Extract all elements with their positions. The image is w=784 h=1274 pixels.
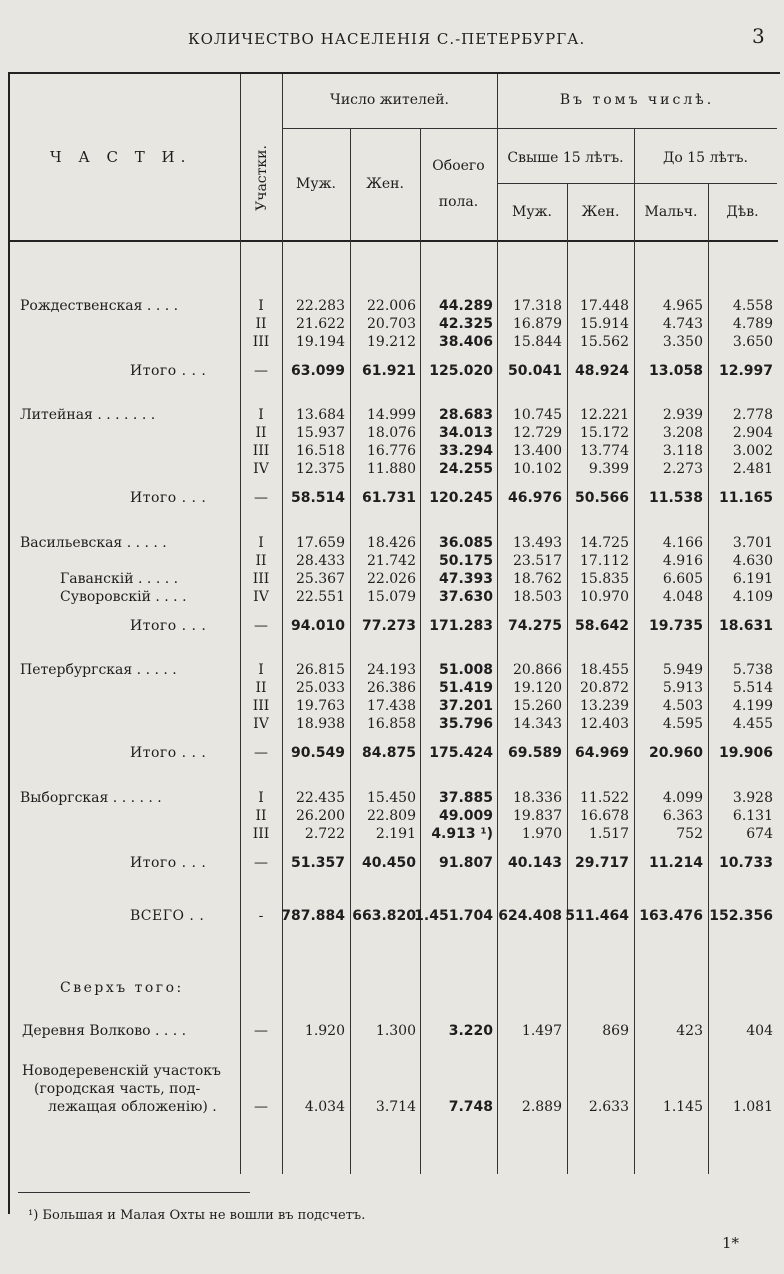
cell-f: 22.026 bbox=[367, 571, 416, 587]
cell-ug: 4.109 bbox=[732, 589, 773, 605]
cell-m: 28.433 bbox=[296, 553, 345, 569]
row-district: IV bbox=[253, 716, 269, 732]
cell-ug: 4.199 bbox=[732, 698, 773, 714]
page-signature: 1* bbox=[722, 1234, 740, 1252]
cell-ug: 2.481 bbox=[732, 461, 773, 477]
cell-ug: 4.455 bbox=[732, 716, 773, 732]
cell-om: 18.336 bbox=[513, 790, 562, 806]
cell-ub: 1.145 bbox=[662, 1099, 703, 1115]
cell-b: 33.294 bbox=[438, 443, 493, 459]
row-district: — bbox=[254, 618, 268, 634]
cell-om: 16.879 bbox=[513, 316, 562, 332]
cell-ub: 11.538 bbox=[648, 490, 703, 506]
cell-m: 22.435 bbox=[296, 790, 345, 806]
cell-ub: 4.743 bbox=[662, 316, 703, 332]
cell-ug: 4.630 bbox=[732, 553, 773, 569]
footnote: ¹) Большая и Малая Охты не вошли въ подсчетъ. bbox=[28, 1208, 366, 1223]
row-label: Рождественская . . . . bbox=[20, 298, 179, 314]
cell-f: 22.006 bbox=[367, 298, 416, 314]
cell-ub: 3.208 bbox=[662, 425, 703, 441]
cell-ug: 19.906 bbox=[718, 745, 773, 761]
row-label: Итого . . . bbox=[130, 490, 207, 506]
cell-of: 12.403 bbox=[580, 716, 629, 732]
cell-m: 787.884 bbox=[281, 908, 345, 924]
cell-m: 1.920 bbox=[304, 1023, 345, 1039]
cell-m: 18.938 bbox=[296, 716, 345, 732]
cell-m: 15.937 bbox=[296, 425, 345, 441]
cell-ub: 4.965 bbox=[662, 298, 703, 314]
row-district: II bbox=[255, 553, 267, 569]
cell-b: 44.289 bbox=[438, 298, 493, 314]
row-district: I bbox=[258, 790, 264, 806]
cell-om: 23.517 bbox=[513, 553, 562, 569]
cell-ug: 4.789 bbox=[732, 316, 773, 332]
cell-f: 20.703 bbox=[367, 316, 416, 332]
cell-m: 13.684 bbox=[296, 407, 345, 423]
cell-ug: 674 bbox=[746, 826, 773, 842]
row-label: Деревня Волково . . . . bbox=[22, 1023, 187, 1039]
cell-ub: 5.949 bbox=[662, 662, 703, 678]
cell-ug: 3.650 bbox=[732, 334, 773, 350]
cell-b: 171.283 bbox=[429, 618, 493, 634]
cell-ug: 6.191 bbox=[732, 571, 773, 587]
row-label: Петербургская . . . . . bbox=[20, 662, 177, 678]
cell-b: 51.419 bbox=[438, 680, 493, 696]
cell-f: 21.742 bbox=[367, 553, 416, 569]
cell-of: 10.970 bbox=[580, 589, 629, 605]
cell-om: 50.041 bbox=[507, 363, 562, 379]
cell-of: 17.448 bbox=[580, 298, 629, 314]
cell-f: 24.193 bbox=[367, 662, 416, 678]
cell-f: 15.450 bbox=[367, 790, 416, 806]
cell-ub: 2.939 bbox=[662, 407, 703, 423]
cell-ub: 4.503 bbox=[662, 698, 703, 714]
cell-f: 14.999 bbox=[367, 407, 416, 423]
cell-of: 9.399 bbox=[588, 461, 629, 477]
cell-of: 64.969 bbox=[574, 745, 629, 761]
cell-ub: 423 bbox=[676, 1023, 703, 1039]
header-both-2: пола. bbox=[438, 194, 479, 210]
cell-b: 37.201 bbox=[438, 698, 493, 714]
cell-b: 175.424 bbox=[429, 745, 493, 761]
cell-om: 15.260 bbox=[513, 698, 562, 714]
cell-f: 19.212 bbox=[367, 334, 416, 350]
cell-ub: 11.214 bbox=[648, 855, 703, 871]
cell-f: 26.386 bbox=[367, 680, 416, 696]
cell-b: 36.085 bbox=[438, 535, 493, 551]
header-parts: Ч А С Т И. bbox=[50, 148, 192, 166]
cell-m: 4.034 bbox=[304, 1099, 345, 1115]
cell-f: 15.079 bbox=[367, 589, 416, 605]
header-including: Въ томъ числѣ. bbox=[559, 92, 715, 108]
cell-ub: 4.916 bbox=[662, 553, 703, 569]
cell-m: 17.659 bbox=[296, 535, 345, 551]
row-district: — bbox=[254, 490, 268, 506]
row-district: II bbox=[255, 425, 267, 441]
row-district: — bbox=[254, 1023, 268, 1039]
header-over15-female: Жен. bbox=[581, 204, 620, 220]
cell-f: 16.776 bbox=[367, 443, 416, 459]
cell-m: 21.622 bbox=[296, 316, 345, 332]
cell-f: 1.300 bbox=[375, 1023, 416, 1039]
cell-b: 50.175 bbox=[438, 553, 493, 569]
cell-f: 61.731 bbox=[361, 490, 416, 506]
cell-of: 15.835 bbox=[580, 571, 629, 587]
cell-om: 12.729 bbox=[513, 425, 562, 441]
row-district: III bbox=[252, 571, 270, 587]
cell-om: 18.503 bbox=[513, 589, 562, 605]
row-district: I bbox=[258, 535, 264, 551]
cell-b: 47.393 bbox=[438, 571, 493, 587]
cell-ub: 6.363 bbox=[662, 808, 703, 824]
cell-b: 35.796 bbox=[438, 716, 493, 732]
cell-b: 7.748 bbox=[448, 1099, 493, 1115]
cell-m: 58.514 bbox=[290, 490, 345, 506]
cell-om: 19.837 bbox=[513, 808, 562, 824]
cell-om: 13.493 bbox=[513, 535, 562, 551]
cell-ug: 5.514 bbox=[732, 680, 773, 696]
cell-ub: 4.048 bbox=[662, 589, 703, 605]
cell-of: 15.914 bbox=[580, 316, 629, 332]
cell-ug: 5.738 bbox=[732, 662, 773, 678]
row-district: III bbox=[252, 826, 270, 842]
cell-om: 10.745 bbox=[513, 407, 562, 423]
cell-m: 2.722 bbox=[304, 826, 345, 842]
cell-ug: 404 bbox=[746, 1023, 773, 1039]
cell-m: 19.194 bbox=[296, 334, 345, 350]
row-label: Литейная . . . . . . . bbox=[20, 407, 156, 423]
cell-b: 42.325 bbox=[438, 316, 493, 332]
cell-om: 46.976 bbox=[507, 490, 562, 506]
cell-of: 1.517 bbox=[588, 826, 629, 842]
cell-m: 26.200 bbox=[296, 808, 345, 824]
cell-ug: 3.701 bbox=[732, 535, 773, 551]
cell-b: 37.885 bbox=[438, 790, 493, 806]
cell-b: 51.008 bbox=[438, 662, 493, 678]
cell-om: 624.408 bbox=[498, 908, 562, 924]
cell-om: 19.120 bbox=[513, 680, 562, 696]
row-label: Васильевская . . . . . bbox=[20, 535, 167, 551]
row-district: II bbox=[255, 316, 267, 332]
cell-of: 13.239 bbox=[580, 698, 629, 714]
cell-f: 40.450 bbox=[361, 855, 416, 871]
row-district: II bbox=[255, 808, 267, 824]
cell-of: 18.455 bbox=[580, 662, 629, 678]
cell-f: 77.273 bbox=[361, 618, 416, 634]
cell-om: 15.844 bbox=[513, 334, 562, 350]
row-district: I bbox=[258, 662, 264, 678]
cell-b: 37.630 bbox=[438, 589, 493, 605]
cell-m: 51.357 bbox=[290, 855, 345, 871]
cell-m: 26.815 bbox=[296, 662, 345, 678]
cell-m: 12.375 bbox=[296, 461, 345, 477]
header-under15-girls: Дѣв. bbox=[726, 204, 759, 220]
cell-m: 22.283 bbox=[296, 298, 345, 314]
cell-om: 1.497 bbox=[521, 1023, 562, 1039]
cell-ub: 13.058 bbox=[648, 363, 703, 379]
cell-f: 16.858 bbox=[367, 716, 416, 732]
cell-of: 50.566 bbox=[574, 490, 629, 506]
table-frame bbox=[8, 72, 780, 1214]
cell-m: 90.549 bbox=[290, 745, 345, 761]
cell-of: 14.725 bbox=[580, 535, 629, 551]
row-label: Итого . . . bbox=[130, 745, 207, 761]
row-label: лежащая обложенію) . bbox=[48, 1099, 217, 1115]
cell-ub: 5.913 bbox=[662, 680, 703, 696]
cell-of: 12.221 bbox=[580, 407, 629, 423]
cell-m: 19.763 bbox=[296, 698, 345, 714]
cell-om: 1.970 bbox=[521, 826, 562, 842]
cell-of: 16.678 bbox=[580, 808, 629, 824]
cell-of: 15.172 bbox=[580, 425, 629, 441]
header-over15-male: Муж. bbox=[512, 204, 552, 220]
row-district: III bbox=[252, 334, 270, 350]
row-district: III bbox=[252, 698, 270, 714]
cell-ub: 4.166 bbox=[662, 535, 703, 551]
header-under15: До 15 лѣтъ. bbox=[663, 150, 748, 166]
row-district: — bbox=[254, 1099, 268, 1115]
cell-ub: 2.273 bbox=[662, 461, 703, 477]
row-district: - bbox=[258, 908, 264, 924]
cell-b: 49.009 bbox=[438, 808, 493, 824]
cell-ug: 152.356 bbox=[709, 908, 773, 924]
row-district: — bbox=[254, 363, 268, 379]
row-label: Выборгская . . . . . . bbox=[20, 790, 162, 806]
cell-ub: 20.960 bbox=[648, 745, 703, 761]
cell-ug: 2.778 bbox=[732, 407, 773, 423]
cell-ug: 18.631 bbox=[718, 618, 773, 634]
cell-b: 28.683 bbox=[438, 407, 493, 423]
row-district: IV bbox=[253, 461, 269, 477]
cell-m: 25.367 bbox=[296, 571, 345, 587]
cell-ub: 4.595 bbox=[662, 716, 703, 732]
cell-ug: 3.002 bbox=[732, 443, 773, 459]
cell-ug: 12.997 bbox=[718, 363, 773, 379]
header-over15: Свыше 15 лѣтъ. bbox=[507, 150, 624, 166]
row-label: Итого . . . bbox=[130, 618, 207, 634]
cell-b: 1.451.704 bbox=[414, 908, 493, 924]
cell-om: 17.318 bbox=[513, 298, 562, 314]
novoderevensky-line-2: (городская часть, под- bbox=[34, 1081, 201, 1097]
header-both-1: Обоего bbox=[432, 158, 485, 174]
cell-of: 29.717 bbox=[574, 855, 629, 871]
cell-om: 10.102 bbox=[513, 461, 562, 477]
cell-m: 25.033 bbox=[296, 680, 345, 696]
cell-b: 125.020 bbox=[429, 363, 493, 379]
cell-of: 48.924 bbox=[574, 363, 629, 379]
cell-f: 663.820 bbox=[352, 908, 416, 924]
header-female: Жен. bbox=[366, 176, 404, 192]
row-label: Итого . . . bbox=[130, 855, 207, 871]
cell-f: 18.426 bbox=[367, 535, 416, 551]
cell-b: 120.245 bbox=[429, 490, 493, 506]
cell-om: 13.400 bbox=[513, 443, 562, 459]
page-title: КОЛИЧЕСТВО НАСЕЛЕНІЯ С.-ПЕТЕРБУРГА. bbox=[188, 30, 586, 48]
header-male: Муж. bbox=[296, 176, 336, 192]
cell-b: 91.807 bbox=[438, 855, 493, 871]
cell-ub: 19.735 bbox=[648, 618, 703, 634]
extra-heading: Сверхъ того: bbox=[60, 980, 184, 996]
row-label: Гаванскій . . . . . bbox=[60, 571, 179, 587]
row-label: ВСЕГО . . bbox=[130, 908, 205, 924]
cell-om: 40.143 bbox=[507, 855, 562, 871]
cell-om: 2.889 bbox=[521, 1099, 562, 1115]
cell-om: 20.866 bbox=[513, 662, 562, 678]
cell-ug: 11.165 bbox=[718, 490, 773, 506]
cell-ub: 4.099 bbox=[662, 790, 703, 806]
cell-of: 58.642 bbox=[574, 618, 629, 634]
cell-b: 34.013 bbox=[438, 425, 493, 441]
cell-f: 18.076 bbox=[367, 425, 416, 441]
row-district: — bbox=[254, 745, 268, 761]
page-number: 3 bbox=[752, 24, 765, 48]
cell-om: 18.762 bbox=[513, 571, 562, 587]
cell-b: 3.220 bbox=[448, 1023, 493, 1039]
cell-f: 84.875 bbox=[361, 745, 416, 761]
cell-b: 24.255 bbox=[438, 461, 493, 477]
cell-ub: 752 bbox=[676, 826, 703, 842]
cell-of: 13.774 bbox=[580, 443, 629, 459]
cell-ug: 10.733 bbox=[718, 855, 773, 871]
row-district: IV bbox=[253, 589, 269, 605]
cell-b: 38.406 bbox=[438, 334, 493, 350]
header-residents: Число жителей. bbox=[330, 92, 449, 108]
header-districts: Участки. bbox=[254, 145, 270, 211]
cell-ug: 6.131 bbox=[732, 808, 773, 824]
cell-of: 11.522 bbox=[580, 790, 629, 806]
cell-of: 2.633 bbox=[588, 1099, 629, 1115]
cell-of: 15.562 bbox=[580, 334, 629, 350]
cell-ub: 3.350 bbox=[662, 334, 703, 350]
cell-f: 17.438 bbox=[367, 698, 416, 714]
cell-b: 4.913 ¹) bbox=[431, 826, 493, 842]
cell-f: 11.880 bbox=[367, 461, 416, 477]
cell-m: 94.010 bbox=[290, 618, 345, 634]
cell-ug: 3.928 bbox=[732, 790, 773, 806]
cell-om: 14.343 bbox=[513, 716, 562, 732]
cell-f: 3.714 bbox=[375, 1099, 416, 1115]
cell-om: 69.589 bbox=[507, 745, 562, 761]
cell-ub: 3.118 bbox=[662, 443, 703, 459]
cell-om: 74.275 bbox=[507, 618, 562, 634]
row-district: II bbox=[255, 680, 267, 696]
row-label: Итого . . . bbox=[130, 363, 207, 379]
novoderevensky-line-1: Новодеревенскій участокъ bbox=[22, 1063, 221, 1079]
cell-ug: 2.904 bbox=[732, 425, 773, 441]
header-under15-boys: Мальч. bbox=[644, 204, 698, 220]
cell-ug: 4.558 bbox=[732, 298, 773, 314]
cell-of: 17.112 bbox=[580, 553, 629, 569]
cell-f: 61.921 bbox=[361, 363, 416, 379]
cell-ub: 163.476 bbox=[639, 908, 703, 924]
cell-m: 22.551 bbox=[296, 589, 345, 605]
row-district: I bbox=[258, 407, 264, 423]
cell-f: 2.191 bbox=[375, 826, 416, 842]
cell-of: 869 bbox=[602, 1023, 629, 1039]
row-district: III bbox=[252, 443, 270, 459]
cell-m: 63.099 bbox=[290, 363, 345, 379]
cell-f: 22.809 bbox=[367, 808, 416, 824]
row-district: — bbox=[254, 855, 268, 871]
cell-ub: 6.605 bbox=[662, 571, 703, 587]
row-label: Суворовскій . . . . bbox=[60, 589, 187, 605]
cell-m: 16.518 bbox=[296, 443, 345, 459]
row-district: I bbox=[258, 298, 264, 314]
cell-ug: 1.081 bbox=[732, 1099, 773, 1115]
cell-of: 20.872 bbox=[580, 680, 629, 696]
cell-of: 511.464 bbox=[565, 908, 629, 924]
